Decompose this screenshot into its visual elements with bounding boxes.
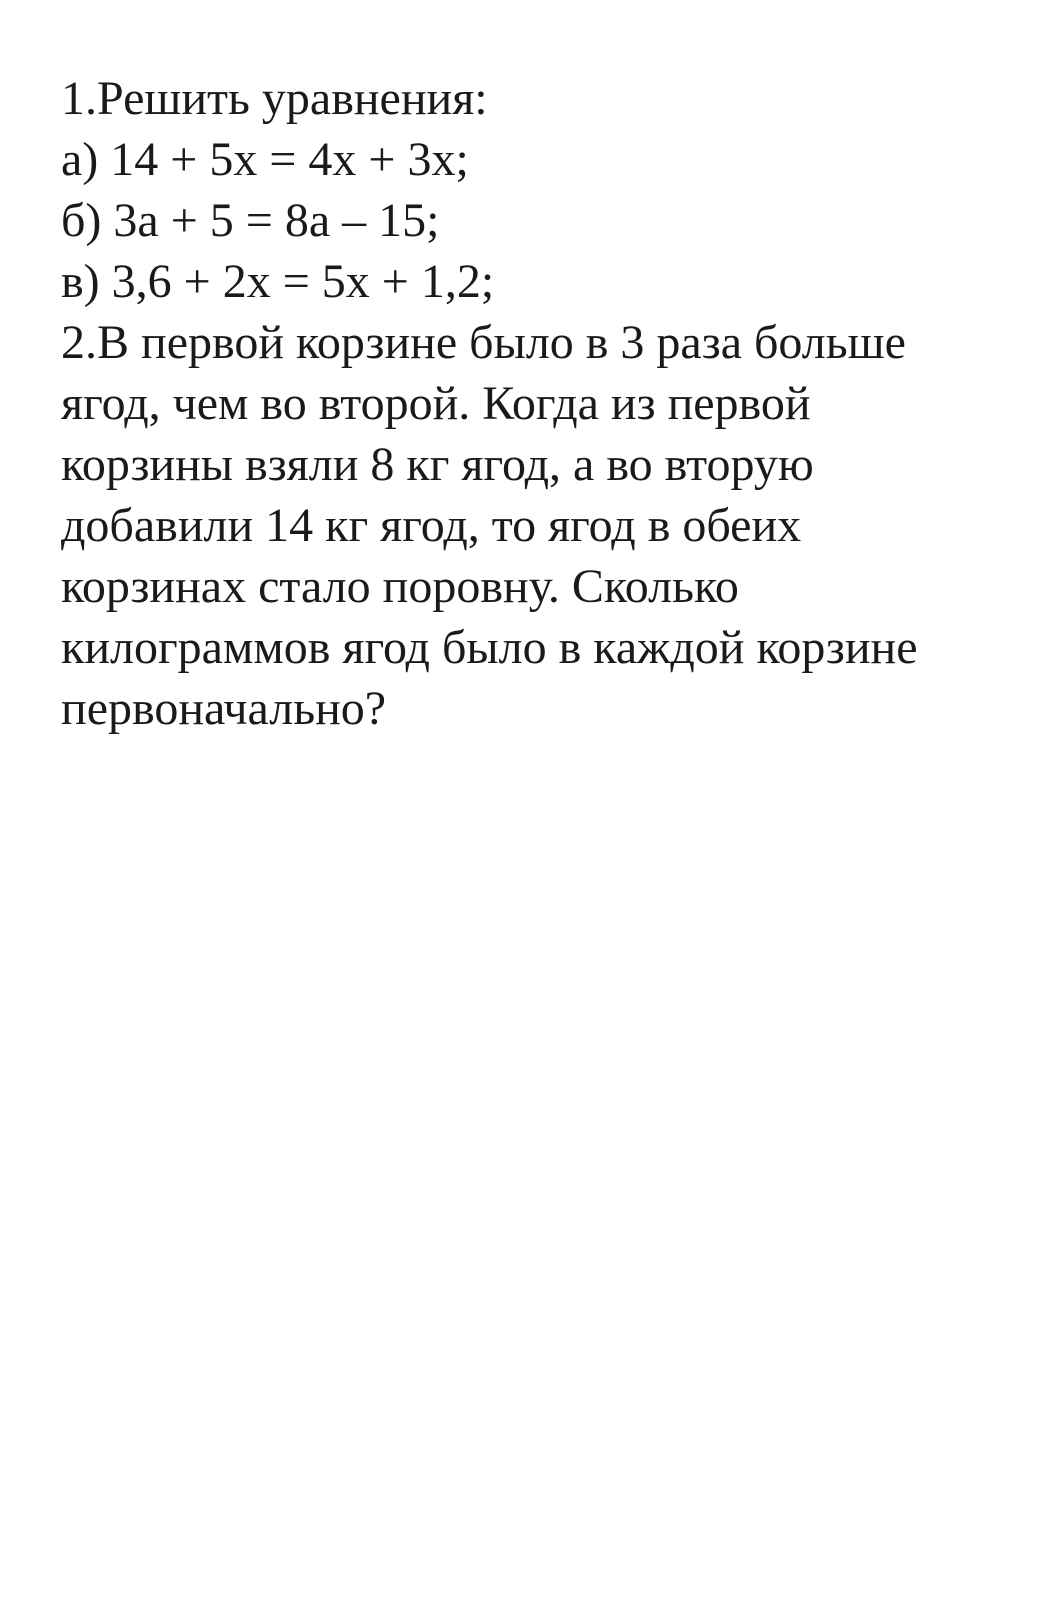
task2-line-5: корзинах стало поровну. Сколько xyxy=(61,560,739,613)
document-text xyxy=(61,68,1021,739)
task2-line-1: 2.В первой корзине было в 3 раза больше xyxy=(61,316,906,369)
equation-a: а) 14 + 5х = 4х + 3х; xyxy=(61,133,469,186)
task2-line-2: ягод, чем во второй. Когда из первой xyxy=(61,377,811,430)
task2-line-4: добавили 14 кг ягод, то ягод в обеих xyxy=(61,499,802,552)
task1-heading: 1.Решить уравнения: xyxy=(61,72,488,125)
task2-line-3: корзины взяли 8 кг ягод, а во вторую xyxy=(61,438,814,491)
equation-v: в) 3,6 + 2х = 5х + 1,2; xyxy=(61,255,495,308)
task2-line-6: килограммов ягод было в каждой корзине xyxy=(61,621,918,674)
equation-b: б) 3а + 5 = 8а – 15; xyxy=(61,194,440,247)
task2-line-7: первоначально? xyxy=(61,682,387,735)
